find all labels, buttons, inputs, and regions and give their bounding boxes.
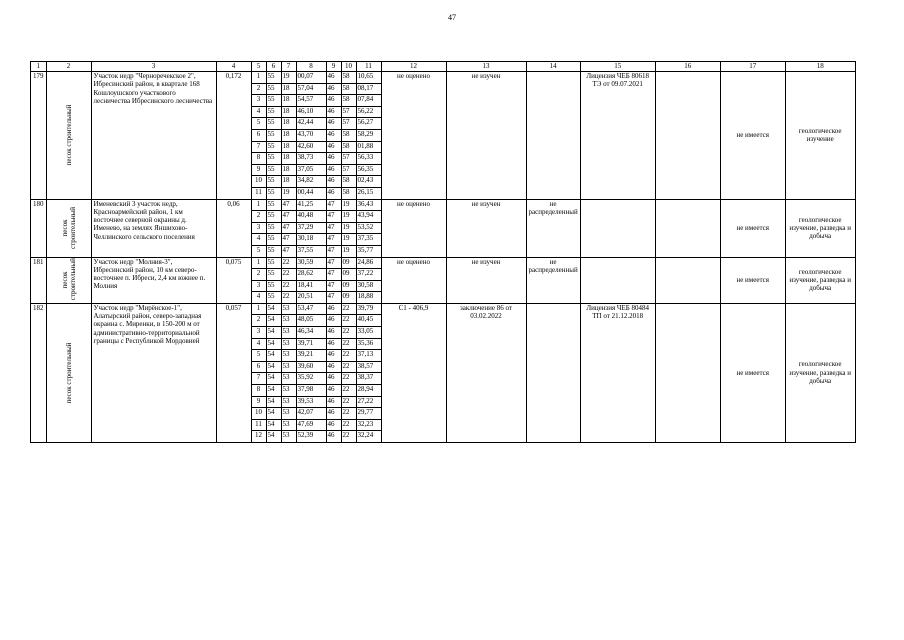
coordinate-cell: 53 bbox=[281, 315, 296, 327]
coordinate-cell: 47,69 bbox=[296, 419, 326, 431]
coordinate-cell: 46 bbox=[326, 327, 341, 339]
coordinate-cell: 47 bbox=[326, 234, 341, 246]
coordinate-cell: 58 bbox=[341, 83, 356, 95]
coordinate-cell: 39,21 bbox=[296, 350, 326, 362]
coordinate-cell: 53 bbox=[281, 373, 296, 385]
coordinate-cell: 46 bbox=[326, 361, 341, 373]
record-col18: геологическое изучение, разведка и добыча bbox=[785, 257, 855, 303]
column-header: 10 bbox=[341, 62, 356, 72]
coordinate-cell: 3 bbox=[251, 327, 266, 339]
coordinate-cell: 39,79 bbox=[356, 303, 381, 315]
coordinate-cell: 53 bbox=[281, 385, 296, 397]
coordinate-cell: 46,34 bbox=[296, 327, 326, 339]
coordinate-cell: 55 bbox=[266, 72, 281, 84]
coordinate-cell: 39,60 bbox=[296, 361, 326, 373]
coordinate-cell: 2 bbox=[251, 83, 266, 95]
column-header: 12 bbox=[381, 62, 446, 72]
table-row bbox=[31, 257, 856, 269]
record-col15: Лицензия ЧЕБ 80484 ТП от 21.12.2018 bbox=[580, 303, 655, 442]
subsoil-plots-table bbox=[30, 61, 856, 443]
coordinate-cell: 00,44 bbox=[296, 187, 326, 199]
record-id: 181 bbox=[31, 257, 47, 303]
coordinate-cell: 47 bbox=[326, 199, 341, 211]
record-col13: заключение 86 от 03.02.2022 bbox=[446, 303, 526, 442]
coordinate-cell: 55 bbox=[266, 211, 281, 223]
mineral-type bbox=[46, 303, 91, 442]
record-col12: С1 - 406,9 bbox=[381, 303, 446, 442]
coordinate-cell: 53,47 bbox=[296, 303, 326, 315]
plot-description: Именевский 3 участок недр, Красноармейский район, 1 км восточнее северной окраины д. Именево, на землях Яншихово-Челлинского сельского поселения bbox=[91, 199, 216, 257]
coordinate-cell: 56,27 bbox=[356, 118, 381, 130]
record-col12: не оценено bbox=[381, 72, 446, 200]
coordinate-cell: 58 bbox=[341, 176, 356, 188]
coordinate-cell: 3 bbox=[251, 222, 266, 234]
coordinate-cell: 55 bbox=[266, 118, 281, 130]
record-col17: не имеется bbox=[720, 257, 785, 303]
coordinate-cell: 47 bbox=[326, 292, 341, 304]
record-col12: не оценено bbox=[381, 257, 446, 303]
coordinate-cell: 22 bbox=[281, 292, 296, 304]
coordinate-cell: 47 bbox=[281, 245, 296, 257]
coordinate-cell: 18,88 bbox=[356, 292, 381, 304]
coordinate-cell: 19 bbox=[341, 222, 356, 234]
coordinate-cell: 57 bbox=[341, 106, 356, 118]
coordinate-cell: 24,86 bbox=[356, 257, 381, 269]
record-col18: геологическое изучение, разведка и добыча bbox=[785, 199, 855, 257]
coordinate-cell: 47 bbox=[326, 211, 341, 223]
coordinate-cell: 56,22 bbox=[356, 106, 381, 118]
coordinate-cell: 42,60 bbox=[296, 141, 326, 153]
plot-description: Участок недр "Черноречекское 2", Ибресинский район, в квартале 168 Кошлоушского участкового лесничества Ибресинского лесничества bbox=[91, 72, 216, 200]
coordinate-cell: 18 bbox=[281, 129, 296, 141]
coordinate-cell: 27,22 bbox=[356, 396, 381, 408]
coordinate-cell: 1 bbox=[251, 199, 266, 211]
coordinate-cell: 18 bbox=[281, 118, 296, 130]
coordinate-cell: 28,94 bbox=[356, 385, 381, 397]
coordinate-cell: 46 bbox=[326, 187, 341, 199]
coordinate-cell: 43,94 bbox=[356, 211, 381, 223]
coordinate-cell: 3 bbox=[251, 280, 266, 292]
coordinate-cell: 18,41 bbox=[296, 280, 326, 292]
coordinate-cell: 54 bbox=[266, 338, 281, 350]
plot-description: Участок недр "Молния-3", Ибресинский район, 10 км северо-восточнее п. Ибреси, 2,4 км южнее п. Молния bbox=[91, 257, 216, 303]
coordinate-cell: 47 bbox=[326, 245, 341, 257]
coordinate-cell: 9 bbox=[251, 164, 266, 176]
coordinate-cell: 9 bbox=[251, 396, 266, 408]
coordinate-cell: 1 bbox=[251, 303, 266, 315]
record-col13: не изучен bbox=[446, 257, 526, 303]
header-row bbox=[31, 62, 856, 72]
coordinate-cell: 55 bbox=[266, 176, 281, 188]
coordinate-cell: 6 bbox=[251, 129, 266, 141]
record-id: 179 bbox=[31, 72, 47, 200]
coordinate-cell: 53 bbox=[281, 327, 296, 339]
column-header: 17 bbox=[720, 62, 785, 72]
coordinate-cell: 37,05 bbox=[296, 164, 326, 176]
coordinate-cell: 8 bbox=[251, 385, 266, 397]
record-col16 bbox=[655, 72, 720, 200]
coordinate-cell: 55 bbox=[266, 257, 281, 269]
coordinate-cell: 22 bbox=[341, 303, 356, 315]
coordinate-cell: 46 bbox=[326, 303, 341, 315]
coordinate-cell: 54 bbox=[266, 431, 281, 443]
column-header: 16 bbox=[655, 62, 720, 72]
coordinate-cell: 38,73 bbox=[296, 153, 326, 165]
coordinate-cell: 11 bbox=[251, 187, 266, 199]
coordinate-cell: 47 bbox=[326, 269, 341, 281]
coordinate-cell: 38,57 bbox=[356, 361, 381, 373]
record-col12: не оценено bbox=[381, 199, 446, 257]
coordinate-cell: 29,77 bbox=[356, 408, 381, 420]
coordinate-cell: 18 bbox=[281, 164, 296, 176]
coordinate-cell: 22 bbox=[341, 373, 356, 385]
coordinate-cell: 5 bbox=[251, 118, 266, 130]
record-id: 180 bbox=[31, 199, 47, 257]
coordinate-cell: 11 bbox=[251, 419, 266, 431]
coordinate-cell: 55 bbox=[266, 199, 281, 211]
coordinate-cell: 22 bbox=[341, 408, 356, 420]
coordinate-cell: 55 bbox=[266, 292, 281, 304]
coordinate-cell: 55 bbox=[266, 153, 281, 165]
coordinate-cell: 20,51 bbox=[296, 292, 326, 304]
coordinate-cell: 22 bbox=[341, 350, 356, 362]
coordinate-cell: 18 bbox=[281, 83, 296, 95]
coordinate-cell: 22 bbox=[341, 396, 356, 408]
coordinate-cell: 22 bbox=[341, 385, 356, 397]
coordinate-cell: 08,17 bbox=[356, 83, 381, 95]
coordinate-cell: 46 bbox=[326, 83, 341, 95]
coordinate-cell: 19 bbox=[341, 245, 356, 257]
record-id: 182 bbox=[31, 303, 47, 442]
coordinate-cell: 28,62 bbox=[296, 269, 326, 281]
coordinate-cell: 58 bbox=[341, 95, 356, 107]
record-col18: геологическое изучение, разведка и добыча bbox=[785, 303, 855, 442]
coordinate-cell: 55 bbox=[266, 83, 281, 95]
coordinate-cell: 55 bbox=[266, 95, 281, 107]
column-header: 6 bbox=[266, 62, 281, 72]
coordinate-cell: 22 bbox=[341, 315, 356, 327]
coordinate-cell: 53 bbox=[281, 419, 296, 431]
coordinate-cell: 12 bbox=[251, 431, 266, 443]
coordinate-cell: 53 bbox=[281, 350, 296, 362]
coordinate-cell: 47 bbox=[326, 257, 341, 269]
record-col15 bbox=[580, 199, 655, 257]
coordinate-cell: 47 bbox=[281, 222, 296, 234]
mineral-type bbox=[46, 199, 91, 257]
column-header: 13 bbox=[446, 62, 526, 72]
coordinate-cell: 58 bbox=[341, 129, 356, 141]
coordinate-cell: 40,45 bbox=[356, 315, 381, 327]
coordinate-cell: 2 bbox=[251, 269, 266, 281]
coordinate-cell: 37,55 bbox=[296, 245, 326, 257]
column-header: 2 bbox=[46, 62, 91, 72]
record-col14: не распределенный bbox=[526, 257, 580, 303]
record-col16 bbox=[655, 199, 720, 257]
column-header: 8 bbox=[296, 62, 326, 72]
coordinate-cell: 46 bbox=[326, 176, 341, 188]
plot-area: 0,075 bbox=[216, 257, 251, 303]
page-number: 47 bbox=[448, 13, 456, 22]
column-header: 15 bbox=[580, 62, 655, 72]
coordinate-cell: 46 bbox=[326, 164, 341, 176]
coordinate-cell: 46 bbox=[326, 95, 341, 107]
coordinate-cell: 37,22 bbox=[356, 269, 381, 281]
coordinate-cell: 55 bbox=[266, 164, 281, 176]
coordinate-cell: 43,70 bbox=[296, 129, 326, 141]
coordinate-cell: 46,10 bbox=[296, 106, 326, 118]
record-col14 bbox=[526, 303, 580, 442]
record-col17: не имеется bbox=[720, 303, 785, 442]
coordinate-cell: 2 bbox=[251, 211, 266, 223]
coordinate-cell: 55 bbox=[266, 141, 281, 153]
coordinate-cell: 58 bbox=[341, 141, 356, 153]
record-col18: геологическое изучение bbox=[785, 72, 855, 200]
coordinate-cell: 4 bbox=[251, 338, 266, 350]
coordinate-cell: 18 bbox=[281, 106, 296, 118]
mineral-type bbox=[46, 257, 91, 303]
coordinate-cell: 09 bbox=[341, 292, 356, 304]
coordinate-cell: 09 bbox=[341, 257, 356, 269]
coordinate-cell: 37,98 bbox=[296, 385, 326, 397]
coordinate-cell: 55 bbox=[266, 187, 281, 199]
coordinate-cell: 37,35 bbox=[356, 234, 381, 246]
coordinate-cell: 55 bbox=[266, 245, 281, 257]
coordinate-cell: 38,37 bbox=[356, 373, 381, 385]
table-row bbox=[31, 72, 856, 84]
coordinate-cell: 36,43 bbox=[356, 199, 381, 211]
record-col16 bbox=[655, 303, 720, 442]
coordinate-cell: 22 bbox=[341, 327, 356, 339]
coordinate-cell: 22 bbox=[281, 257, 296, 269]
column-header: 7 bbox=[281, 62, 296, 72]
coordinate-cell: 46 bbox=[326, 338, 341, 350]
coordinate-cell: 4 bbox=[251, 292, 266, 304]
coordinate-cell: 57,04 bbox=[296, 83, 326, 95]
record-col15: Лицензия ЧЕБ 80618 ТЭ от 09.07.2021 bbox=[580, 72, 655, 200]
table-body bbox=[31, 62, 856, 443]
record-col16 bbox=[655, 257, 720, 303]
coordinate-cell: 22 bbox=[341, 419, 356, 431]
coordinate-cell: 18 bbox=[281, 176, 296, 188]
coordinate-cell: 53 bbox=[281, 396, 296, 408]
coordinate-cell: 01,88 bbox=[356, 141, 381, 153]
coordinate-cell: 39,71 bbox=[296, 338, 326, 350]
mineral-type-label: песок строительный bbox=[60, 258, 77, 301]
coordinate-cell: 35,36 bbox=[356, 338, 381, 350]
coordinate-cell: 19 bbox=[281, 72, 296, 84]
column-header: 1 bbox=[31, 62, 47, 72]
coordinate-cell: 54 bbox=[266, 396, 281, 408]
coordinate-cell: 57 bbox=[341, 164, 356, 176]
table-row bbox=[31, 303, 856, 315]
column-header: 5 bbox=[251, 62, 266, 72]
mineral-type-label: песок строительный bbox=[64, 342, 73, 404]
coordinate-cell: 47 bbox=[281, 199, 296, 211]
coordinate-cell: 33,05 bbox=[356, 327, 381, 339]
coordinate-cell: 30,18 bbox=[296, 234, 326, 246]
mineral-type-label: песок строительный bbox=[60, 207, 77, 250]
coordinate-cell: 46 bbox=[326, 396, 341, 408]
coordinate-cell: 19 bbox=[281, 187, 296, 199]
record-col13: не изучен bbox=[446, 199, 526, 257]
coordinate-cell: 55 bbox=[266, 129, 281, 141]
record-col17: не имеется bbox=[720, 199, 785, 257]
coordinate-cell: 55 bbox=[266, 222, 281, 234]
coordinate-cell: 52,39 bbox=[296, 431, 326, 443]
coordinate-cell: 6 bbox=[251, 361, 266, 373]
coordinate-cell: 53 bbox=[281, 408, 296, 420]
coordinate-cell: 54 bbox=[266, 373, 281, 385]
coordinate-cell: 37,29 bbox=[296, 222, 326, 234]
coordinate-cell: 54,57 bbox=[296, 95, 326, 107]
coordinate-cell: 46 bbox=[326, 106, 341, 118]
coordinate-cell: 18 bbox=[281, 95, 296, 107]
coordinate-cell: 37,13 bbox=[356, 350, 381, 362]
coordinate-cell: 19 bbox=[341, 234, 356, 246]
coordinate-cell: 46 bbox=[326, 408, 341, 420]
column-header: 3 bbox=[91, 62, 216, 72]
coordinate-cell: 53 bbox=[281, 361, 296, 373]
coordinate-cell: 07,84 bbox=[356, 95, 381, 107]
coordinate-cell: 47 bbox=[326, 280, 341, 292]
coordinate-cell: 54 bbox=[266, 385, 281, 397]
coordinate-cell: 22 bbox=[341, 431, 356, 443]
coordinate-cell: 57 bbox=[341, 153, 356, 165]
coordinate-cell: 34,82 bbox=[296, 176, 326, 188]
coordinate-cell: 4 bbox=[251, 234, 266, 246]
coordinate-cell: 10,65 bbox=[356, 72, 381, 84]
coordinate-cell: 58 bbox=[341, 72, 356, 84]
record-col17: не имеется bbox=[720, 72, 785, 200]
column-header: 11 bbox=[356, 62, 381, 72]
coordinate-cell: 46 bbox=[326, 153, 341, 165]
coordinate-cell: 18 bbox=[281, 141, 296, 153]
coordinate-cell: 3 bbox=[251, 95, 266, 107]
table-row bbox=[31, 199, 856, 211]
mineral-type bbox=[46, 72, 91, 200]
coordinate-cell: 53 bbox=[281, 338, 296, 350]
coordinate-cell: 5 bbox=[251, 350, 266, 362]
coordinate-cell: 22 bbox=[281, 280, 296, 292]
coordinate-cell: 4 bbox=[251, 106, 266, 118]
coordinate-cell: 32,23 bbox=[356, 419, 381, 431]
plot-area: 0,06 bbox=[216, 199, 251, 257]
coordinate-cell: 54 bbox=[266, 327, 281, 339]
plot-area: 0,172 bbox=[216, 72, 251, 200]
column-header: 14 bbox=[526, 62, 580, 72]
record-col14: не распределенный bbox=[526, 199, 580, 257]
coordinate-cell: 22 bbox=[341, 338, 356, 350]
coordinate-cell: 2 bbox=[251, 315, 266, 327]
coordinate-cell: 54 bbox=[266, 350, 281, 362]
column-header: 4 bbox=[216, 62, 251, 72]
coordinate-cell: 46 bbox=[326, 431, 341, 443]
coordinate-cell: 46 bbox=[326, 129, 341, 141]
coordinate-cell: 46 bbox=[326, 315, 341, 327]
coordinate-cell: 46 bbox=[326, 350, 341, 362]
coordinate-cell: 46 bbox=[326, 419, 341, 431]
coordinate-cell: 56,35 bbox=[356, 164, 381, 176]
coordinate-cell: 55 bbox=[266, 280, 281, 292]
record-col14 bbox=[526, 72, 580, 200]
coordinate-cell: 58,29 bbox=[356, 129, 381, 141]
coordinate-cell: 00,07 bbox=[296, 72, 326, 84]
coordinate-cell: 35,77 bbox=[356, 245, 381, 257]
coordinate-cell: 53,52 bbox=[356, 222, 381, 234]
plot-area: 0,057 bbox=[216, 303, 251, 442]
coordinate-cell: 10 bbox=[251, 176, 266, 188]
column-header: 9 bbox=[326, 62, 341, 72]
coordinate-cell: 56,33 bbox=[356, 153, 381, 165]
coordinate-cell: 19 bbox=[341, 199, 356, 211]
record-col15 bbox=[580, 257, 655, 303]
plot-description: Участок недр "Мирёнское-1", Алатырский район, северо-западная окраина с. Миренки, в 150-200 м от административно-территориальной границы с Республикой Мордовией bbox=[91, 303, 216, 442]
coordinate-cell: 18 bbox=[281, 153, 296, 165]
coordinate-cell: 53 bbox=[281, 303, 296, 315]
coordinate-cell: 32,24 bbox=[356, 431, 381, 443]
coordinate-cell: 1 bbox=[251, 72, 266, 84]
coordinate-cell: 54 bbox=[266, 361, 281, 373]
coordinate-cell: 10 bbox=[251, 408, 266, 420]
coordinate-cell: 55 bbox=[266, 234, 281, 246]
mineral-type-label: песок строительный bbox=[64, 104, 73, 166]
record-col13: не изучен bbox=[446, 72, 526, 200]
coordinate-cell: 19 bbox=[341, 211, 356, 223]
coordinate-cell: 46 bbox=[326, 72, 341, 84]
coordinate-cell: 1 bbox=[251, 257, 266, 269]
coordinate-cell: 41,25 bbox=[296, 199, 326, 211]
coordinate-cell: 7 bbox=[251, 141, 266, 153]
coordinate-cell: 39,53 bbox=[296, 396, 326, 408]
coordinate-cell: 46 bbox=[326, 141, 341, 153]
coordinate-cell: 42,44 bbox=[296, 118, 326, 130]
coordinate-cell: 09 bbox=[341, 269, 356, 281]
coordinate-cell: 54 bbox=[266, 315, 281, 327]
coordinate-cell: 8 bbox=[251, 153, 266, 165]
coordinate-cell: 35,92 bbox=[296, 373, 326, 385]
coordinate-cell: 46 bbox=[326, 385, 341, 397]
coordinate-cell: 57 bbox=[341, 118, 356, 130]
coordinate-cell: 5 bbox=[251, 245, 266, 257]
coordinate-cell: 46 bbox=[326, 118, 341, 130]
coordinate-cell: 54 bbox=[266, 408, 281, 420]
coordinate-cell: 7 bbox=[251, 373, 266, 385]
coordinate-cell: 48,05 bbox=[296, 315, 326, 327]
coordinate-cell: 02,43 bbox=[356, 176, 381, 188]
coordinate-cell: 42,07 bbox=[296, 408, 326, 420]
coordinate-cell: 55 bbox=[266, 269, 281, 281]
coordinate-cell: 54 bbox=[266, 419, 281, 431]
coordinate-cell: 54 bbox=[266, 303, 281, 315]
coordinate-cell: 47 bbox=[281, 211, 296, 223]
coordinate-cell: 30,58 bbox=[356, 280, 381, 292]
coordinate-cell: 40,48 bbox=[296, 211, 326, 223]
coordinate-cell: 26,15 bbox=[356, 187, 381, 199]
coordinate-cell: 47 bbox=[326, 222, 341, 234]
coordinate-cell: 22 bbox=[281, 269, 296, 281]
coordinate-cell: 09 bbox=[341, 280, 356, 292]
coordinate-cell: 55 bbox=[266, 106, 281, 118]
coordinate-cell: 53 bbox=[281, 431, 296, 443]
coordinate-cell: 46 bbox=[326, 373, 341, 385]
coordinate-cell: 30,59 bbox=[296, 257, 326, 269]
column-header: 18 bbox=[785, 62, 855, 72]
coordinate-cell: 47 bbox=[281, 234, 296, 246]
coordinate-cell: 22 bbox=[341, 361, 356, 373]
coordinate-cell: 58 bbox=[341, 187, 356, 199]
